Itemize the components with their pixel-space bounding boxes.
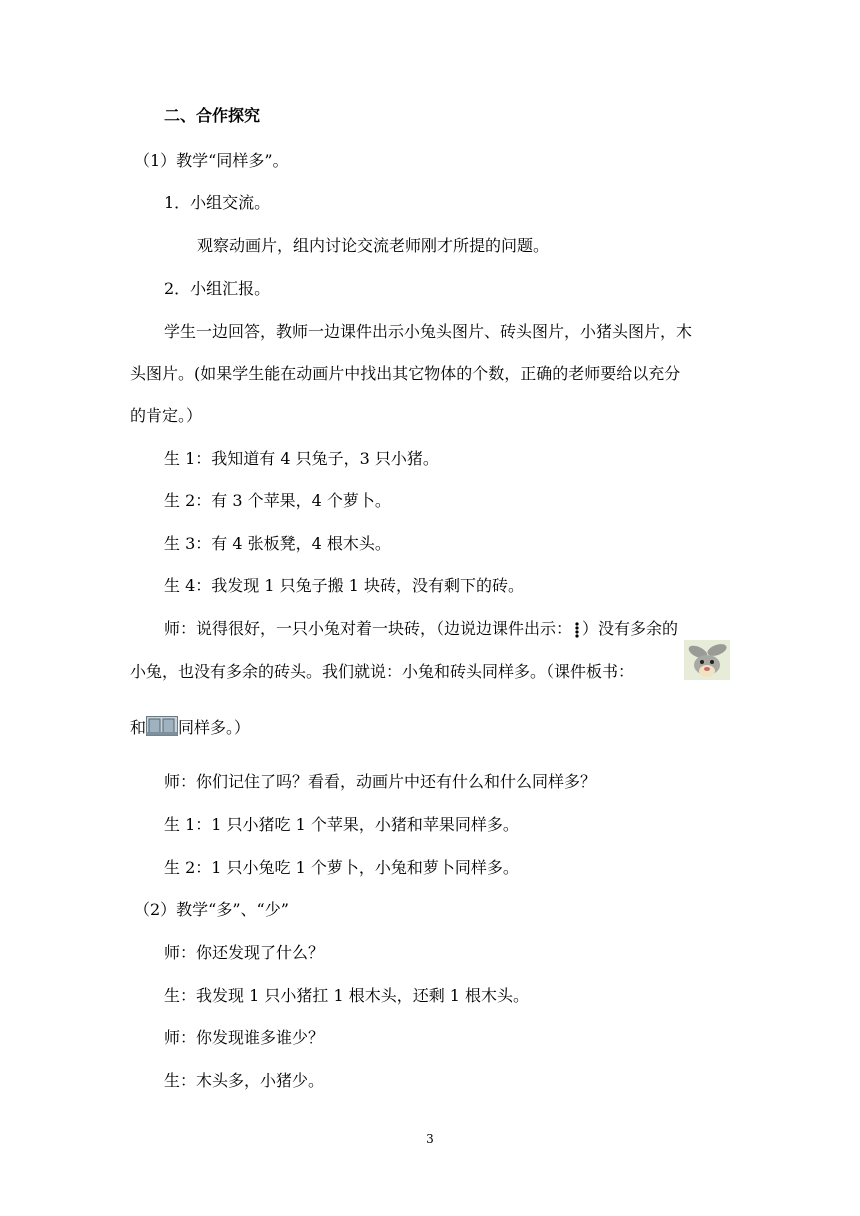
dialogue-line: 生 4：我发现 1 只兔子搬 1 块砖，没有剩下的砖。 [164,576,524,595]
dialogue-line: 生 2：1 只小兔吃 1 个萝卜，小兔和萝卜同样多。 [164,858,519,877]
dialogue-line: 师：你还发现了什么？ [164,943,325,962]
dialogue-line: 生：木头多，小猪少。 [164,1071,325,1090]
section-heading: 二、合作探究 [164,106,261,125]
text-segment: ）没有多余的 [582,619,679,638]
dialogue-line: 小兔，也没有多余的砖头。我们就说：小兔和砖头同样多。（课件板书： [130,662,635,681]
dialogue-line: 生 2：有 3 个苹果，4 个萝卜。 [164,491,391,510]
brick-icon [146,716,178,736]
paragraph: 1．小组交流。 [164,193,271,212]
paragraph: 观察动画片，组内讨论交流老师刚才所提的问题。 [197,236,550,255]
dialogue-line [164,619,678,639]
paragraph: 2．小组汇报。 [164,279,271,298]
dialogue-line: 生 1：我知道有 4 只兔子，3 只小猪。 [164,449,439,468]
text-segment: 和 [130,718,147,737]
paragraph: 头图片。(如果学生能在动画片中找出其它物体的个数，正确的老师要给以充分 [130,364,681,383]
text-segment: 师：说得很好，一只小兔对着一块砖，（边说边课件出示： [164,619,573,638]
dialogue-line [130,716,250,738]
paragraph: （2）教学“多”、“少” [134,900,289,919]
dialogue-line: 师：你发现谁多谁少？ [164,1028,325,1047]
text-segment: 同样多。） [178,718,251,737]
paragraph: （1）教学“同样多”。 [134,151,289,170]
page-number: 3 [426,1132,434,1146]
dialogue-line: 师：你们记住了吗？看看，动画片中还有什么和什么同样多？ [164,772,597,791]
rabbit-head-icon [684,640,730,680]
dialogue-line: 生 3：有 4 张板凳，4 根木头。 [164,534,391,553]
dialogue-line: 生：我发现 1 只小猪扛 1 根木头，还剩 1 根木头。 [164,986,530,1005]
paragraph: 学生一边回答，教师一边课件出示小兔头图片、砖头图片，小猪头图片，木 [164,322,693,341]
dialogue-line: 生 1：1 只小猪吃 1 个苹果，小猪和苹果同样多。 [164,815,519,834]
paragraph: 的肯定。） [130,406,203,425]
dots-icon [574,622,580,638]
